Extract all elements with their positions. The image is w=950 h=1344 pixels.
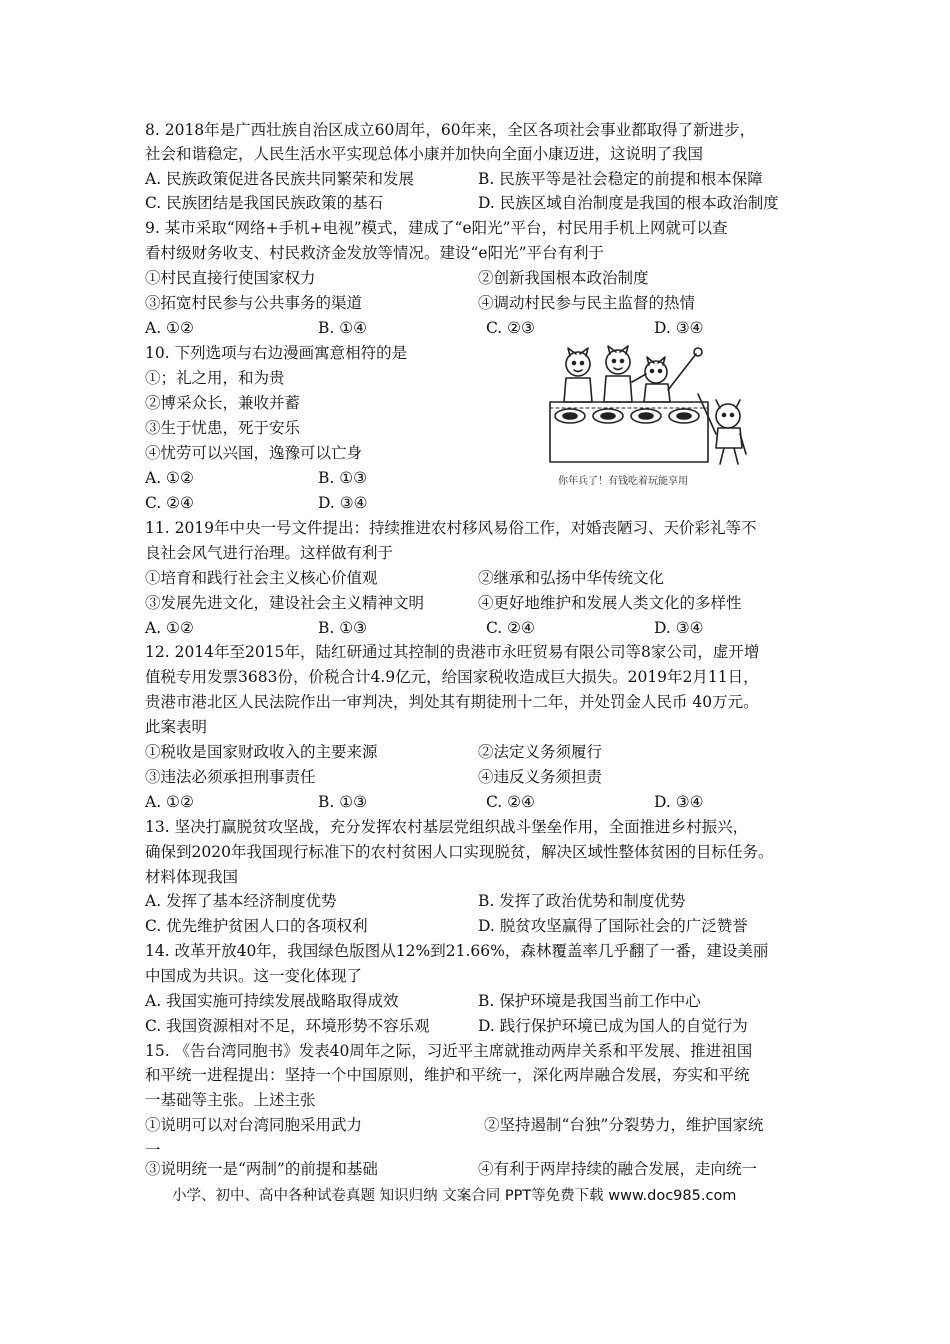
q13-option-c: C. 优先维护贫困人口的各项权利 bbox=[145, 917, 368, 935]
q12-stem-line-3: 贵港市港北区人民法院作出一审判决，判处其有期徒刑十二年，并处罚金人民币 40万元。 bbox=[145, 693, 759, 711]
q13-option-a: A. 发挥了基本经济制度优势 bbox=[145, 892, 337, 910]
q13-option-d: D. 脱贫攻坚赢得了国际社会的广泛赞誉 bbox=[478, 917, 748, 935]
q15-item-1: ①说明可以对台湾同胞采用武力 bbox=[145, 1116, 363, 1134]
q15-item-2-wrap: 一 bbox=[145, 1141, 161, 1159]
q9-choice-c: C. ②③ bbox=[486, 319, 535, 337]
q10-stem: 10. 下列选项与右边漫画寓意相符的是 bbox=[145, 344, 408, 362]
q9-choice-b: B. ①④ bbox=[318, 319, 368, 337]
q12-stem-line-4: 此案表明 bbox=[145, 718, 208, 736]
q15-stem-line-1: 15. 《告台湾同胞书》发表40周年之际，习近平主席就推动两岸关系和平发展、推进祖国 bbox=[145, 1042, 753, 1060]
q9-item-1: ①村民直接行使国家权力 bbox=[145, 269, 316, 287]
q14-stem-line-2: 中国成为共识。这一变化体现了 bbox=[145, 967, 363, 985]
q11-choice-d: D. ③④ bbox=[654, 619, 704, 637]
q9-stem-line-2: 看村级财务收支、村民救济金发放等情况。建设“e阳光”平台有利于 bbox=[145, 244, 605, 262]
q12-choice-c: C. ②④ bbox=[486, 793, 535, 811]
q14-option-b: B. 保护环境是我国当前工作中心 bbox=[478, 992, 701, 1010]
q11-item-2: ②继承和弘扬中华传统文化 bbox=[478, 569, 665, 587]
q12-choice-a: A. ①② bbox=[145, 793, 194, 811]
q12-stem-line-2: 值税专用发票3683份，价税合计4.9亿元，给国家税收造成巨大损失。2019年2月11日， bbox=[145, 668, 759, 686]
q10-choice-c: C. ②④ bbox=[145, 494, 194, 512]
q14-stem-line-1: 14. 改革开放40年，我国绿色版图从12%到21.66%，森林覆盖率几乎翻了一番，建设美丽 bbox=[145, 942, 769, 960]
q11-choice-c: C. ②④ bbox=[486, 619, 535, 637]
q14-option-c: C. 我国资源相对不足，环境形势不容乐观 bbox=[145, 1017, 430, 1035]
q11-item-4: ④更好地维护和发展人类文化的多样性 bbox=[478, 594, 742, 612]
q12-item-3: ③违法必须承担刑事责任 bbox=[145, 768, 316, 786]
q11-choice-a: A. ①② bbox=[145, 619, 194, 637]
q10-cartoon-illustration bbox=[548, 344, 748, 492]
q13-stem-line-2: 确保到2020年我国现行标准下的农村贫困人口实现脱贫，解决区域性整体贫困的目标任务。 bbox=[145, 843, 774, 861]
q8-stem-line-1: 8. 2018年是广西壮族自治区成立60周年，60年来，全区各项社会事业都取得了新进步， bbox=[145, 121, 756, 139]
q10-item-4: ④忧劳可以兴国，逸豫可以亡身 bbox=[145, 444, 363, 462]
q9-choice-a: A. ①② bbox=[145, 319, 194, 337]
cartoon-caption: 你年兵了！有钱吃着玩能享用 bbox=[558, 476, 688, 487]
q8-option-b: B. 民族平等是社会稳定的前提和根本保障 bbox=[478, 170, 763, 188]
q13-stem-line-3: 材料体现我国 bbox=[145, 868, 239, 886]
q12-item-4: ④违反义务须担责 bbox=[478, 768, 603, 786]
q11-stem-line-1: 11. 2019年中央一号文件提出：持续推进农村移风易俗工作，对婚丧陋习、天价彩礼等不 bbox=[145, 519, 757, 537]
q9-choice-d: D. ③④ bbox=[654, 319, 704, 337]
q8-option-c: C. 民族团结是我国民族政策的基石 bbox=[145, 194, 384, 212]
q8-option-a: A. 民族政策促进各民族共同繁荣和发展 bbox=[145, 170, 415, 188]
q15-stem-line-2: 和平统一进程提出：坚持一个中国原则，维护和平统一，深化两岸融合发展，夯实和平统 bbox=[145, 1066, 750, 1084]
q15-item-2: ②坚持遏制“台独”分裂势力，维护国家统 bbox=[484, 1116, 764, 1134]
q15-item-4: ④有利于两岸持续的融合发展，走向统一 bbox=[478, 1160, 758, 1178]
q11-item-3: ③发展先进文化，建设社会主义精神文明 bbox=[145, 594, 425, 612]
q13-stem-line-1: 13. 坚决打赢脱贫攻坚战，充分发挥农村基层党组织战斗堡垒作用，全面推进乡村振兴， bbox=[145, 818, 749, 836]
page-footer: 小学、初中、高中各种试卷真题 知识归纳 文案合同 PPT等免费下载 www.doc985.com bbox=[172, 1188, 737, 1204]
q10-choice-a: A. ①② bbox=[145, 469, 194, 487]
q15-item-3: ③说明统一是“两制”的前提和基础 bbox=[145, 1160, 378, 1178]
q12-item-2: ②法定义务须履行 bbox=[478, 743, 603, 761]
q12-choice-b: B. ①③ bbox=[318, 793, 368, 811]
q11-stem-line-2: 良社会风气进行治理。这样做有利于 bbox=[145, 544, 394, 562]
q13-option-b: B. 发挥了政治优势和制度优势 bbox=[478, 892, 686, 910]
q10-item-3: ③生于忧患，死于安乐 bbox=[145, 419, 301, 437]
q12-item-1: ①税收是国家财政收入的主要来源 bbox=[145, 743, 378, 761]
q10-item-2: ②博采众长，兼收并蓄 bbox=[145, 394, 301, 412]
q11-item-1: ①培育和践行社会主义核心价值观 bbox=[145, 569, 378, 587]
q14-option-d: D. 践行保护环境已成为国人的自觉行为 bbox=[478, 1017, 748, 1035]
q10-choice-b: B. ①③ bbox=[318, 469, 368, 487]
q9-item-4: ④调动村民参与民主监督的热情 bbox=[478, 294, 696, 312]
q10-item-1: ①；礼之用，和为贵 bbox=[145, 369, 285, 387]
q11-choice-b: B. ①③ bbox=[318, 619, 368, 637]
cartoon-drawing bbox=[548, 344, 748, 492]
q8-option-d: D. 民族区域自治制度是我国的根本政治制度 bbox=[478, 194, 779, 212]
q12-stem-line-1: 12. 2014年至2015年，陆红研通过其控制的贵港市永旺贸易有限公司等8家公司，虚开增 bbox=[145, 643, 760, 661]
q9-item-3: ③拓宽村民参与公共事务的渠道 bbox=[145, 294, 363, 312]
q12-choice-d: D. ③④ bbox=[654, 793, 704, 811]
q9-stem-line-1: 9. 某市采取“网络+手机+电视”模式，建成了“e阳光”平台，村民用手机上网就可以查 bbox=[145, 219, 728, 237]
q14-option-a: A. 我国实施可持续发展战略取得成效 bbox=[145, 992, 399, 1010]
q8-stem-line-2: 社会和谐稳定，人民生活水平实现总体小康并加快向全面小康迈进，这说明了我国 bbox=[145, 145, 704, 163]
q10-choice-d: D. ③④ bbox=[318, 494, 368, 512]
q15-stem-line-3: 一基础等主张。上述主张 bbox=[145, 1091, 316, 1109]
q9-item-2: ②创新我国根本政治制度 bbox=[478, 269, 649, 287]
